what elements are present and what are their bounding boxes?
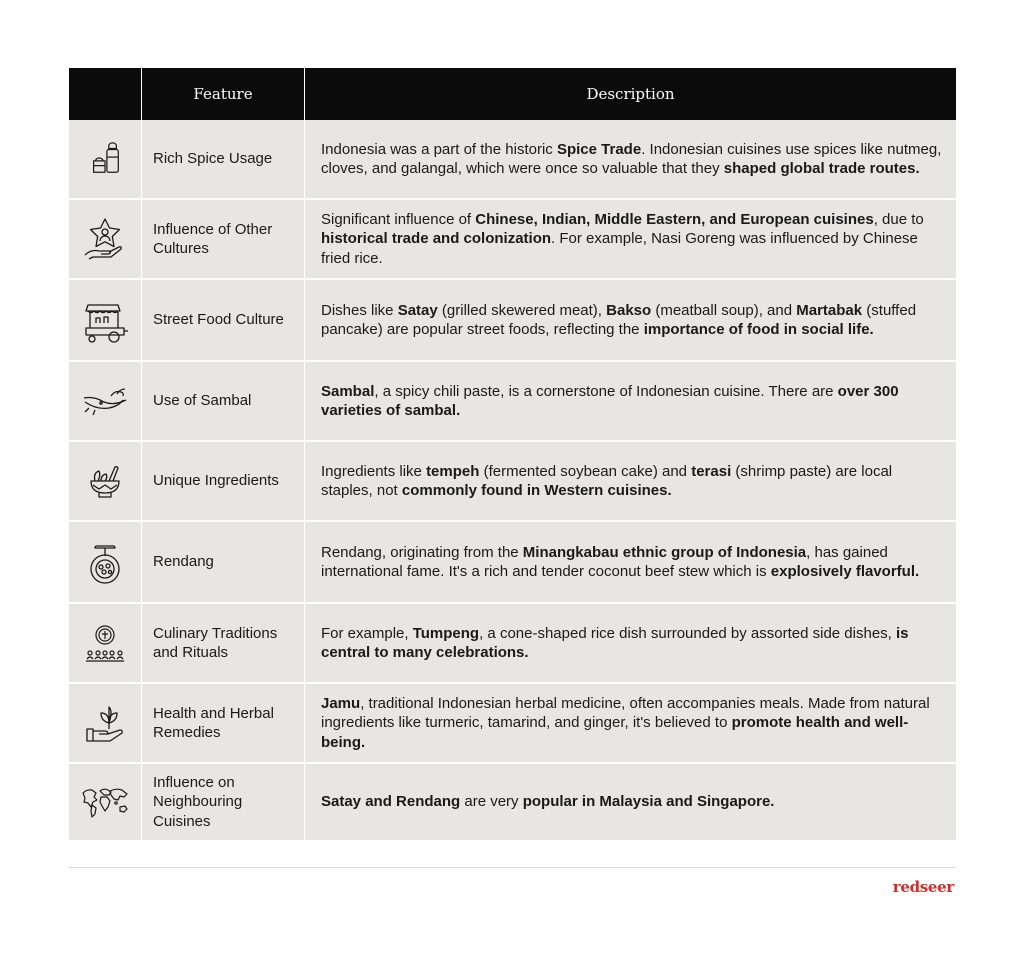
header-description: Description — [305, 68, 956, 120]
feature-label: Rendang — [142, 522, 305, 604]
feature-label: Influence of Other Cultures — [142, 200, 305, 280]
feature-label: Street Food Culture — [142, 280, 305, 362]
table-row — [69, 522, 956, 604]
emphasis-text: is central to many celebrations. — [321, 624, 909, 661]
emphasis-text: Martabak — [796, 301, 863, 319]
feature-label: Unique Ingredients — [142, 442, 305, 522]
table-row — [69, 442, 956, 522]
feature-description: Dishes like Satay (grilled skewered meat), Bakso (meatball soup), and Martabak (stuffed pancake) are popular street foods, reflecting the importance of food in social life. — [305, 280, 956, 362]
emphasis-text: terasi — [691, 462, 732, 480]
food-cart-icon — [70, 295, 140, 345]
emphasis-text: explosively flavorful. — [770, 563, 920, 580]
feature-description: Satay and Rendang are very popular in Malaysia and Singapore. — [305, 764, 956, 842]
community-icon — [70, 621, 140, 665]
table-row — [69, 684, 956, 764]
ingredient-bowl-icon — [70, 461, 140, 501]
feature-description: Ingredients like tempeh (fermented soybean cake) and terasi (shrimp paste) are local staples, not commonly found in Western cuisines. — [305, 442, 956, 522]
emphasis-text: Satay — [397, 301, 438, 319]
feature-label: Use of Sambal — [142, 362, 305, 442]
table-row — [69, 120, 956, 200]
header-feature: Feature — [142, 68, 305, 120]
stew-plate-icon — [70, 540, 140, 584]
feature-description: For example, Tumpeng, a cone-shaped rice dish surrounded by assorted side dishes, is central to many celebrations. — [305, 604, 956, 684]
header-icon-column — [69, 68, 142, 120]
feature-label: Health and Herbal Remedies — [142, 684, 305, 764]
features-table — [69, 68, 956, 842]
emphasis-text: commonly found in Western cuisines. — [401, 482, 672, 499]
star-hand-icon — [70, 215, 140, 263]
emphasis-text: Satay and Rendang — [321, 793, 461, 811]
table-row — [69, 280, 956, 362]
redseer-logo: redseer — [892, 878, 954, 896]
emphasis-text: importance of food in social life. — [643, 321, 874, 338]
emphasis-text: over 300 varieties of sambal. — [321, 382, 899, 419]
feature-description: Indonesia was a part of the historic Spice Trade. Indonesian cuisines use spices like nutmeg, cloves, and galangal, which were once so valuable that they shaped global trade routes. — [305, 120, 956, 200]
world-map-icon — [70, 785, 140, 819]
feature-description: Sambal, a spicy chili paste, is a cornerstone of Indonesian cuisine. There are over 300 varieties of sambal. — [305, 362, 956, 442]
feature-description: Jamu, traditional Indonesian herbal medicine, often accompanies meals. Made from natural ingredients like turmeric, tamarind, and ginger, it's believed to promote health and well-being. — [305, 684, 956, 764]
chili-dish-icon — [70, 386, 140, 416]
feature-label: Influence on Neighbouring Cuisines — [142, 764, 305, 842]
emphasis-text: Tumpeng — [412, 624, 480, 642]
feature-label: Rich Spice Usage — [142, 120, 305, 200]
herb-hand-icon — [70, 701, 140, 745]
emphasis-text: shaped global trade routes. — [723, 160, 920, 177]
feature-description: Rendang, originating from the Minangkabau ethnic group of Indonesia, has gained international fame. It's a rich and tender coconut beef stew which is explosively flavorful. — [305, 522, 956, 604]
emphasis-text: Spice Trade — [556, 140, 642, 158]
emphasis-text: Jamu — [321, 694, 361, 712]
spice-jars-icon — [70, 140, 140, 178]
emphasis-text: tempeh — [426, 462, 480, 480]
emphasis-text: promote health and well-being. — [321, 714, 909, 751]
table-row — [69, 200, 956, 280]
table-row — [69, 362, 956, 442]
table-header-row — [69, 68, 956, 120]
emphasis-text: Sambal — [321, 382, 375, 400]
table-row — [69, 764, 956, 842]
table-row — [69, 604, 956, 684]
emphasis-text: Chinese, Indian, Middle Eastern, and European cuisines — [475, 210, 874, 228]
feature-description: Significant influence of Chinese, Indian, Middle Eastern, and European cuisines, due to historical trade and colonization. For example, Nasi Goreng was influenced by Chinese fried rice. — [305, 200, 956, 280]
emphasis-text: popular in Malaysia and Singapore. — [522, 793, 775, 811]
emphasis-text: Bakso — [606, 301, 652, 319]
emphasis-text: historical trade and colonization — [321, 230, 552, 248]
footer-divider — [69, 867, 956, 868]
feature-label: Culinary Traditions and Rituals — [142, 604, 305, 684]
emphasis-text: Minangkabau ethnic group of Indonesia — [522, 543, 807, 561]
